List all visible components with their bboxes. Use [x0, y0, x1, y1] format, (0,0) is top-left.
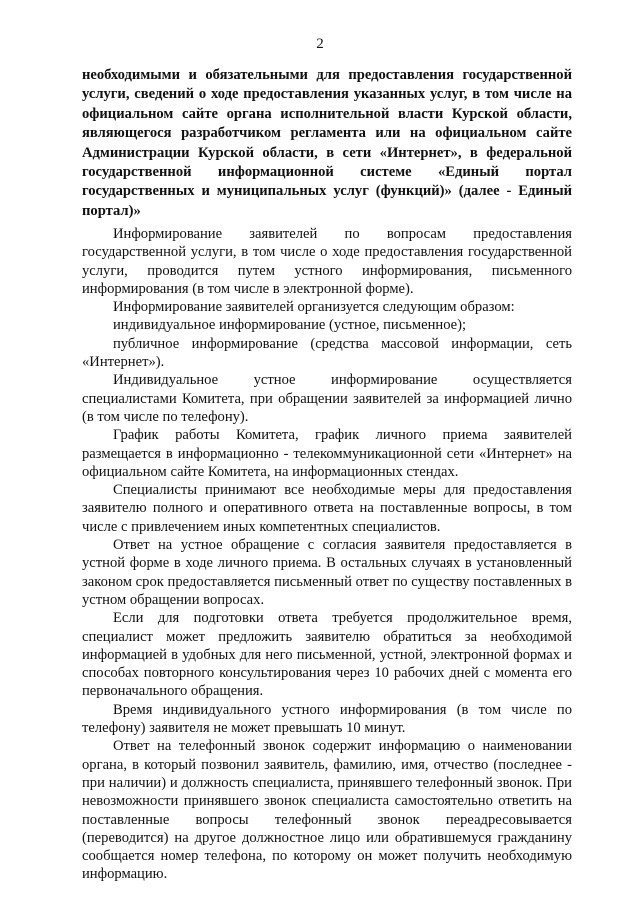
- paragraph: Индивидуальное устное информирование осуществляется специалистами Комитета, при обращении заявителей за информацией лично (в том числе по телефону).: [82, 372, 572, 425]
- paragraph: Ответ на устное обращение с согласия заявителя предоставляется в устной форме в ходе личного приема. В остальных случаях в установленный законом срок предоставляется письменный ответ по существу поставленных в устном обращении вопросах.: [82, 537, 572, 608]
- section-heading: необходимыми и обязательными для предоставления государственной услуги, сведений о ходе предоставления указанных услуг, в том числе на официальном сайте органа исполнительной власти Курской области, являющегося разработчиком регламента или на официальном сайте Администрации Курской области, в сети «Интернет», в федеральной государственной информационной системе «Единый портал государственных и муниципальных услуг (функций)» (далее - Единый портал)»: [82, 67, 572, 219]
- paragraph: Если для подготовки ответа требуется продолжительное время, специалист может предложить заявителю обратиться за необходимой информацией в удобных для него письменной, устной, электронной формах и способах повторного консультирования через 10 рабочих дней с момента его первоначального обращения.: [82, 610, 572, 700]
- paragraph: График работы Комитета, график личного приема заявителей размещается в информационно - телекоммуникационной сети «Интернет» на официальном сайте Комитета, на информационных стендах.: [82, 427, 572, 480]
- paragraph: Информирование заявителей организуется следующим образом:: [113, 299, 515, 316]
- body-text: [82, 225, 572, 884]
- paragraph: Ответ на телефонный звонок содержит информацию о наименовании органа, в который позвонил заявитель, фамилию, имя, отчество (последнее - при наличии) и должность специалиста, принявшего телефонный звонок. При невозможности принявшего звонок специалиста самостоятельно ответить на поставленные вопросы телефонный звонок переадресовывается (переводится) на другое должностное лицо или обратившемуся гражданину сообщается номер телефона, по которому он может получить необходимую информацию.: [82, 738, 572, 883]
- page-number: 2: [316, 36, 324, 52]
- paragraph: индивидуальное информирование (устное, письменное);: [113, 317, 467, 334]
- paragraph: Информирование заявителей по вопросам предоставления государственной услуги, в том числе о ходе предоставления государственной услуги, проводится путем устного информирования, письменного информирования (в том числе в электронной форме).: [82, 226, 572, 297]
- paragraph: Специалисты принимают все необходимые меры для предоставления заявителю полного и оперативного ответа на поставленные вопросы, в том числе с привлечением иных компетентных специалистов.: [82, 482, 572, 535]
- paragraph: публичное информирование (средства массовой информации, сеть «Интернет»).: [82, 335, 572, 371]
- paragraph: Время индивидуального устного информирования (в том числе по телефону) заявителя не может превышать 10 минут.: [82, 701, 572, 737]
